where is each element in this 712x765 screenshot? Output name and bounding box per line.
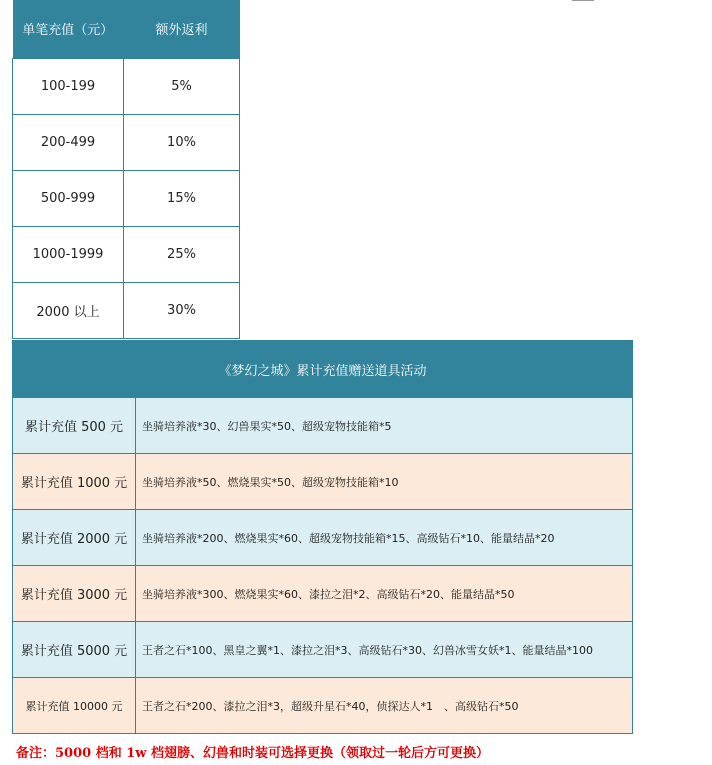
tier-label: 累计充值 1000 元 — [13, 454, 136, 510]
table-row — [13, 115, 240, 171]
amount-cell: 200-499 — [13, 115, 124, 171]
tier-reward: 王者之石*200、漆拉之泪*3，超级升星石*40，侦探达人*1 、高级钻石*50 — [136, 678, 633, 734]
amount-cell: 2000 以上 — [13, 283, 124, 339]
amount-cell: 500-999 — [13, 171, 124, 227]
header-rebate: 额外返利 — [124, 0, 240, 56]
table-row — [13, 171, 240, 227]
table-row — [13, 227, 240, 283]
top-edge-mark — [572, 0, 594, 1]
table-row — [13, 59, 240, 115]
header-amount: 单笔充值（元） — [13, 0, 124, 56]
remark-note: 备注：5000 档和 1w 档翅膀、幻兽和时装可选择更换（领取过一轮后方可更换） — [16, 746, 489, 761]
amount-cell: 100-199 — [13, 59, 124, 115]
tier-reward: 王者之石*100、黑皇之翼*1、漆拉之泪*3、高级钻石*30、幻兽冰雪女妖*1、能量结晶*100 — [136, 622, 633, 678]
rebate-cell: 10% — [124, 115, 240, 171]
tier-reward: 坐骑培养液*200、燃烧果实*60、超级宠物技能箱*15、高级钻石*10、能量结晶*20 — [136, 510, 633, 566]
table-row — [13, 510, 633, 566]
rebate-cell: 5% — [124, 59, 240, 115]
rebate-cell: 15% — [124, 171, 240, 227]
tier-label: 累计充值 2000 元 — [13, 510, 136, 566]
tier-reward: 坐骑培养液*30、幻兽果实*50、超级宠物技能箱*5 — [136, 398, 633, 454]
tier-label: 累计充值 5000 元 — [13, 622, 136, 678]
cumulative-recharge-table — [12, 340, 633, 734]
tier-label: 累计充值 10000 元 — [13, 678, 136, 734]
table-row — [13, 454, 633, 510]
table-header-row — [13, 0, 240, 56]
table-row — [13, 622, 633, 678]
single-recharge-table — [12, 0, 240, 339]
table-title: 《梦幻之城》累计充值赠送道具活动 — [13, 341, 633, 398]
rebate-cell: 25% — [124, 227, 240, 283]
table-row — [13, 566, 633, 622]
tier-reward: 坐骑培养液*50、燃烧果实*50、超级宠物技能箱*10 — [136, 454, 633, 510]
amount-cell: 1000-1999 — [13, 227, 124, 283]
tier-label: 累计充值 500 元 — [13, 398, 136, 454]
tier-reward: 坐骑培养液*300、燃烧果实*60、漆拉之泪*2、高级钻石*20、能量结晶*50 — [136, 566, 633, 622]
rebate-cell: 30% — [124, 283, 240, 339]
table-row — [13, 283, 240, 339]
table-title-row — [13, 341, 633, 398]
tier-label: 累计充值 3000 元 — [13, 566, 136, 622]
table-row — [13, 678, 633, 734]
table-row — [13, 398, 633, 454]
